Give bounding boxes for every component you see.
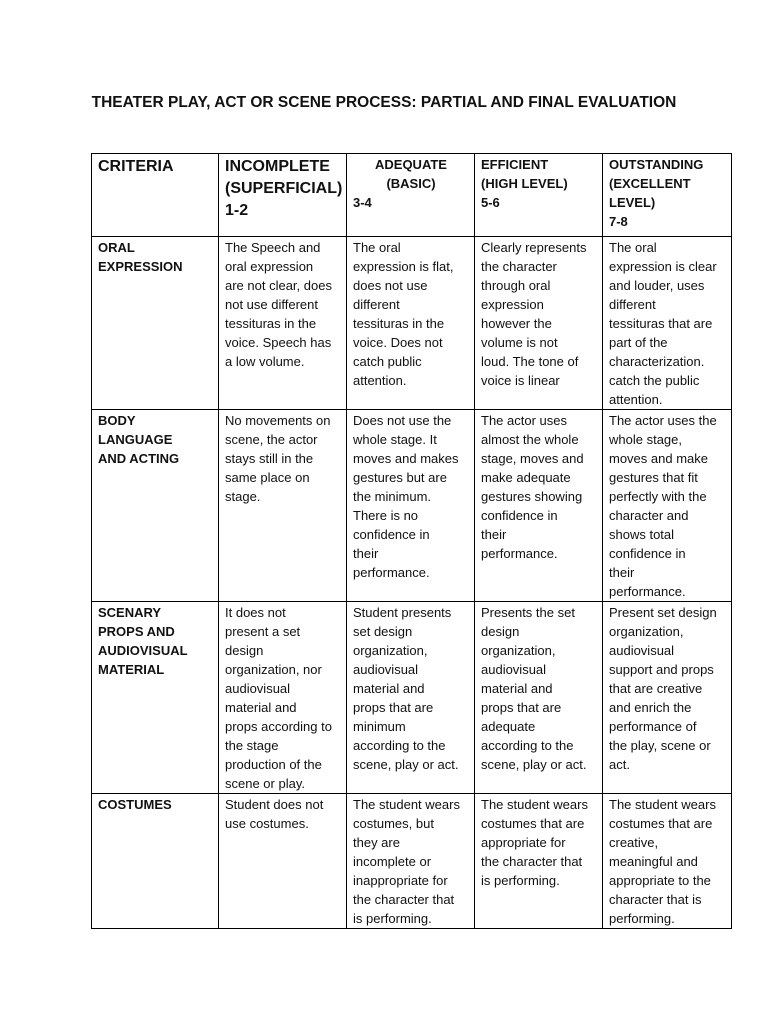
incomplete-cell [219,794,347,929]
header-criteria [92,154,219,237]
header-incomplete [219,154,347,237]
body-language-adequate: Does not use the whole stage. It moves and makes gestures but are the minimum. There is no confidence in their performance. [353,413,459,580]
outstanding-cell [603,794,732,929]
adequate-cell [347,794,475,929]
page-title: THEATER PLAY, ACT OR SCENE PROCESS: PARTIAL AND FINAL EVALUATION [91,94,677,111]
outstanding-cell [603,602,732,794]
efficient-cell [475,237,603,410]
table-row [92,410,732,602]
header-adequate [347,154,475,237]
header-row [92,154,732,237]
header-efficient [475,154,603,237]
adequate-cell [347,237,475,410]
efficient-cell [475,602,603,794]
costumes-incomplete: Student does not use costumes. [225,797,324,831]
header-incomplete-title: INCOMPLETE [225,158,330,175]
header-efficient-score: 5-6 [481,195,500,210]
criteria-cell [92,410,219,602]
table-row [92,794,732,929]
adequate-cell [347,410,475,602]
criteria-oral-expression: ORAL EXPRESSION [98,240,183,274]
header-outstanding-score: 7-8 [609,214,628,229]
incomplete-cell [219,237,347,410]
scenary-adequate: Student presents set design organization, audiovisual material and props that are minimum according to the scene, play or act. [353,605,459,772]
header-efficient-subtitle: (HIGH LEVEL) [481,176,568,191]
scenary-incomplete: It does not present a set design organization, nor audiovisual material and props according to the stage production of the scene or play. [225,605,332,791]
table-row [92,602,732,794]
costumes-outstanding: The student wears costumes that are creative, meaningful and appropriate to the character that is performing. [609,797,716,926]
outstanding-cell [603,410,732,602]
criteria-costumes: COSTUMES [98,797,172,812]
adequate-cell [347,602,475,794]
criteria-cell [92,602,219,794]
efficient-cell [475,410,603,602]
header-efficient-title: EFFICIENT [481,157,549,172]
header-outstanding-title: OUTSTANDING [609,157,704,172]
outstanding-cell [603,237,732,410]
oral-expression-efficient: Clearly represents the character through oral expression however the volume is not loud. The tone of voice is linear [481,240,587,388]
oral-expression-outstanding: The oral expression is clear and louder, uses different tessituras that are part of the characterization. catch the public attention. [609,240,717,407]
header-outstanding-subtitle-2: LEVEL) [609,195,656,210]
oral-expression-incomplete: The Speech and oral expression are not clear, does not use different tessituras in the voice. Speech has a low volume. [225,240,332,369]
evaluation-rubric-table [91,153,732,929]
body-language-efficient: The actor uses almost the whole stage, moves and make adequate gestures showing confidence in their performance. [481,413,584,561]
header-outstanding-subtitle: (EXCELLENT [609,176,691,191]
efficient-cell [475,794,603,929]
header-adequate-title: ADEQUATE [375,157,447,172]
criteria-cell [92,794,219,929]
header-incomplete-score: 1-2 [225,202,249,219]
criteria-body-language: BODY LANGUAGE AND ACTING [98,413,180,466]
criteria-cell [92,237,219,410]
scenary-outstanding: Present set design organization, audiovisual support and props that are creative and enrich the performance of the play, scene or act. [609,605,717,772]
body-language-outstanding: The actor uses the whole stage, moves and make gestures that fit perfectly with the character and shows total confidence in their performance. [609,413,717,599]
criteria-scenary-props: SCENARY PROPS AND AUDIOVISUAL MATERIAL [98,605,188,677]
header-criteria-label: CRITERIA [98,158,174,175]
table-row [92,237,732,410]
body-language-incomplete: No movements on scene, the actor stays still in the same place on stage. [225,413,331,504]
incomplete-cell [219,602,347,794]
costumes-adequate: The student wears costumes, but they are incomplete or inappropriate for the character that is performing. [353,797,460,926]
incomplete-cell [219,410,347,602]
oral-expression-adequate: The oral expression is flat, does not use different tessituras in the voice. Does not catch public attention. [353,240,454,388]
header-incomplete-subtitle: (SUPERFICIAL) [225,180,343,197]
scenary-efficient: Presents the set design organization, audiovisual material and props that are adequate according to the scene, play or act. [481,605,587,772]
header-outstanding [603,154,732,237]
header-adequate-score: 3-4 [353,195,372,210]
header-adequate-subtitle: (BASIC) [386,176,436,191]
costumes-efficient: The student wears costumes that are appropriate for the character that is performing. [481,797,588,888]
